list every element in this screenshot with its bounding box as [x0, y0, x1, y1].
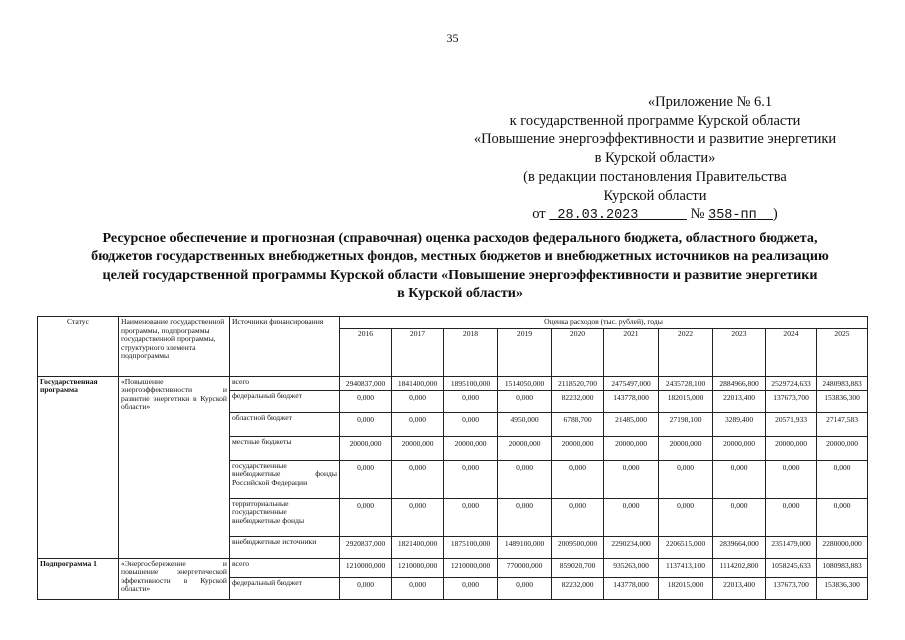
value-cell: 20000,000 — [766, 436, 817, 460]
value-cell: 0,000 — [392, 498, 444, 536]
value-cell: 82232,000 — [552, 577, 604, 599]
funding-source: внебюджетные источники — [230, 536, 340, 558]
value-cell: 0,000 — [713, 498, 766, 536]
value-cell: 0,000 — [340, 390, 392, 412]
title-line: в Курской области» — [397, 285, 523, 302]
value-cell: 137673,700 — [766, 390, 817, 412]
funding-source: всего — [230, 558, 340, 577]
value-cell: 4950,000 — [498, 412, 552, 436]
header-sources: Источники финансирования — [230, 317, 340, 377]
appendix-line: в Курской области» — [594, 150, 716, 167]
value-cell: 20000,000 — [659, 436, 713, 460]
header-status: Статус — [38, 317, 119, 377]
row-program-name: «Повышение энергоэффективности и развитие энергетики в Курской области» — [119, 376, 230, 558]
value-cell: 20000,000 — [817, 436, 868, 460]
value-cell: 1058245,633 — [766, 558, 817, 577]
value-cell: 0,000 — [498, 577, 552, 599]
value-cell: 20000,000 — [498, 436, 552, 460]
value-cell: 1875100,000 — [444, 536, 498, 558]
value-cell: 20000,000 — [604, 436, 659, 460]
value-cell: 1210000,000 — [392, 558, 444, 577]
value-cell: 1895100,000 — [444, 376, 498, 390]
value-cell: 0,000 — [340, 498, 392, 536]
funding-source: федеральный бюджет — [230, 577, 340, 599]
funding-source: всего — [230, 376, 340, 390]
year-header: 2021 — [604, 328, 659, 376]
row-status: Государственная программа — [38, 376, 119, 558]
value-cell: 2435728,100 — [659, 376, 713, 390]
document-title — [50, 229, 870, 303]
value-cell: 0,000 — [498, 390, 552, 412]
value-cell: 20571,933 — [766, 412, 817, 436]
year-header: 2024 — [766, 328, 817, 376]
value-cell: 0,000 — [444, 460, 498, 498]
value-cell: 0,000 — [766, 460, 817, 498]
value-cell: 0,000 — [659, 498, 713, 536]
value-cell: 1821400,000 — [392, 536, 444, 558]
year-header: 2025 — [817, 328, 868, 376]
value-cell: 1210000,000 — [340, 558, 392, 577]
table-row — [38, 558, 868, 577]
value-cell: 2475497,000 — [604, 376, 659, 390]
value-cell: 21485,000 — [604, 412, 659, 436]
title-line: Ресурсное обеспечение и прогнозная (справочная) оценка расходов федерального бюджета, областного бюджета, — [102, 230, 818, 246]
value-cell: 2920837,000 — [340, 536, 392, 558]
page-number: 35 — [446, 31, 459, 45]
year-header: 2017 — [392, 328, 444, 376]
value-cell: 0,000 — [817, 460, 868, 498]
value-cell: 2118520,700 — [552, 376, 604, 390]
value-cell: 859020,700 — [552, 558, 604, 577]
value-cell: 6788,700 — [552, 412, 604, 436]
value-cell: 2009500,000 — [552, 536, 604, 558]
value-cell: 1210000,000 — [444, 558, 498, 577]
value-cell: 2940837,000 — [340, 376, 392, 390]
value-cell: 2839664,000 — [713, 536, 766, 558]
funding-source: территориальные государственные внебюджетные фонды — [230, 498, 340, 536]
appendix-line: «Повышение энергоэффективности и развитие энергетики — [473, 131, 837, 148]
appendix-line: к государственной программе Курской области — [509, 112, 801, 129]
value-cell: 82232,000 — [552, 390, 604, 412]
value-cell: 0,000 — [444, 390, 498, 412]
appendix-line: «Приложение № 6.1 — [647, 94, 773, 110]
funding-source: государственные внебюджетные фонды Российской Федерации — [230, 460, 340, 498]
value-cell: 0,000 — [340, 460, 392, 498]
value-cell: 0,000 — [766, 498, 817, 536]
value-cell: 0,000 — [392, 577, 444, 599]
closing-paren: ) — [772, 206, 778, 223]
table-row — [38, 376, 868, 390]
header-estimate: Оценка расходов (тыс. рублей), годы — [340, 317, 868, 329]
value-cell: 2206515,000 — [659, 536, 713, 558]
value-cell: 2529724,633 — [766, 376, 817, 390]
row-program-name: «Энергосбережение и повышение энергетической эффективности в Курской области» — [119, 558, 230, 599]
value-cell: 0,000 — [444, 498, 498, 536]
value-cell: 770000,000 — [498, 558, 552, 577]
appendix-line: (в редакции постановления Правительства — [523, 168, 787, 185]
value-cell: 2480983,883 — [817, 376, 868, 390]
value-cell: 0,000 — [604, 460, 659, 498]
value-cell: 0,000 — [392, 460, 444, 498]
resource-table — [37, 316, 868, 600]
resolution-date-line — [445, 205, 865, 226]
value-cell: 2280000,000 — [817, 536, 868, 558]
value-cell: 1514050,000 — [498, 376, 552, 390]
year-header: 2022 — [659, 328, 713, 376]
value-cell: 27198,100 — [659, 412, 713, 436]
appendix-header — [445, 93, 865, 226]
header-name: Наименование государственной программы, подпрограммы государственной программы, структурного элемента подпрограммы — [119, 317, 230, 377]
value-cell: 0,000 — [604, 498, 659, 536]
value-cell: 2884966,800 — [713, 376, 766, 390]
year-header: 2023 — [713, 328, 766, 376]
value-cell: 0,000 — [444, 577, 498, 599]
value-cell: 0,000 — [817, 498, 868, 536]
value-cell: 0,000 — [392, 412, 444, 436]
value-cell: 0,000 — [552, 498, 604, 536]
funding-source: областной бюджет — [230, 412, 340, 436]
value-cell: 0,000 — [498, 498, 552, 536]
value-cell: 182015,000 — [659, 390, 713, 412]
value-cell: 935263,000 — [604, 558, 659, 577]
value-cell: 0,000 — [340, 412, 392, 436]
title-line: бюджетов государственных внебюджетных фондов, местных бюджетов и внебюджетных источников на реализацию — [91, 248, 829, 265]
value-cell: 20000,000 — [713, 436, 766, 460]
value-cell: 22013,400 — [713, 577, 766, 599]
year-header: 2016 — [340, 328, 392, 376]
value-cell: 20000,000 — [552, 436, 604, 460]
value-cell: 2351479,000 — [766, 536, 817, 558]
date-prefix: от — [532, 206, 546, 223]
value-cell: 0,000 — [552, 460, 604, 498]
value-cell: 20000,000 — [392, 436, 444, 460]
resolution-date: 28.03.2023 — [557, 208, 639, 224]
resolution-number: 358-пп — [708, 208, 757, 224]
year-header: 2018 — [444, 328, 498, 376]
value-cell: 1137413,100 — [659, 558, 713, 577]
year-header: 2020 — [552, 328, 604, 376]
value-cell: 153836,300 — [817, 577, 868, 599]
value-cell: 182015,000 — [659, 577, 713, 599]
value-cell: 0,000 — [713, 460, 766, 498]
value-cell: 20000,000 — [340, 436, 392, 460]
value-cell: 20000,000 — [444, 436, 498, 460]
value-cell: 143778,000 — [604, 390, 659, 412]
value-cell: 0,000 — [659, 460, 713, 498]
value-cell: 143778,000 — [604, 577, 659, 599]
funding-source: федеральный бюджет — [230, 390, 340, 412]
appendix-line: Курской области — [603, 187, 707, 204]
number-prefix: № — [690, 206, 705, 223]
value-cell: 1080983,883 — [817, 558, 868, 577]
value-cell: 2290234,000 — [604, 536, 659, 558]
value-cell: 1841400,000 — [392, 376, 444, 390]
value-cell: 0,000 — [340, 577, 392, 599]
value-cell: 3289,400 — [713, 412, 766, 436]
row-status: Подпрограмма 1 — [38, 558, 119, 599]
value-cell: 0,000 — [498, 460, 552, 498]
value-cell: 22013,400 — [713, 390, 766, 412]
value-cell: 137673,700 — [766, 577, 817, 599]
value-cell: 0,000 — [392, 390, 444, 412]
value-cell: 27147,583 — [817, 412, 868, 436]
value-cell: 153836,300 — [817, 390, 868, 412]
value-cell: 1114202,800 — [713, 558, 766, 577]
value-cell: 1489100,000 — [498, 536, 552, 558]
value-cell: 0,000 — [444, 412, 498, 436]
year-header: 2019 — [498, 328, 552, 376]
title-line: целей государственной программы Курской области «Повышение энергоэффективности и развитие энергетики — [102, 266, 818, 283]
funding-source: местные бюджеты — [230, 436, 340, 460]
